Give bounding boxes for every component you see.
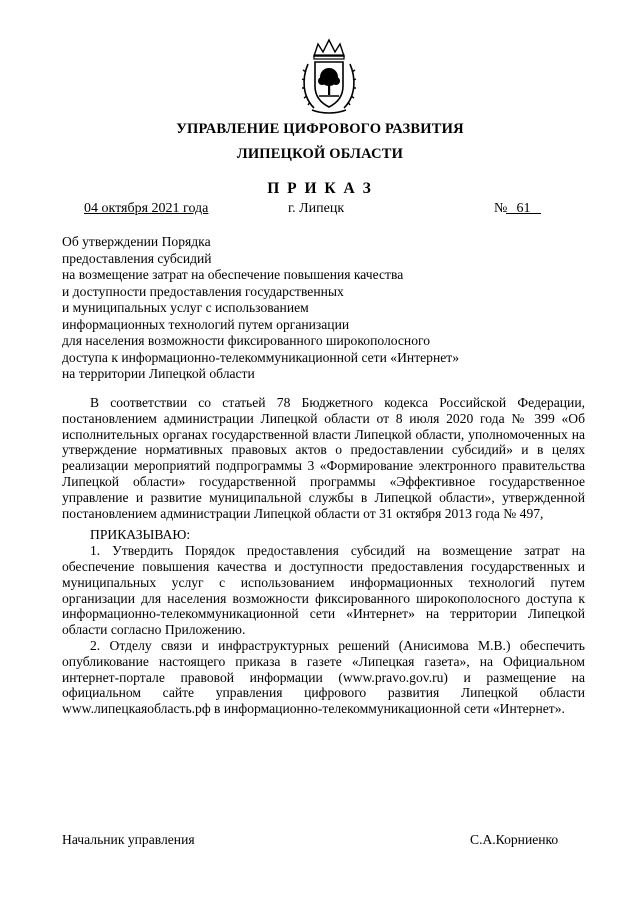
subject-line: и муниципальных услуг с использованием [62, 300, 309, 315]
order-item-1: 1. Утвердить Порядок предоставления субсидий на возмещение затрат на обеспечение повышения качества и доступности предоставления государственных и муниципальных услуг с использованием информационных технологий путем организации для населения возможности фиксированного широкополосного доступа к информационно-телекоммуникационной сети «Интернет» на территории Липецкой области согласно Приложению. [62, 543, 585, 638]
document-body [62, 395, 585, 717]
signatory-name: С.А.Корниенко [470, 832, 559, 847]
signatory-position: Начальник управления [62, 832, 195, 847]
preamble-paragraph: В соответствии со статьей 78 Бюджетного кодекса Российской Федерации, постановлением администрации Липецкой области от 8 июля 2020 года № 399 «Об исполнительных органах государственной власти Липецкой области, уполномоченных на утверждение нормативных правовых актов о предоставлении субсидий» и в целях реализации мероприятий подпрограммы 3 «Формирование электронного правительства Липецкой области» государственной программы «Эффективное государственное управление и развитие муниципальной службы в Липецкой области», утвержденной постановлением администрации Липецкой области от 31 октября 2013 года № 497, [62, 395, 585, 521]
document-type-title: П Р И К А З [267, 180, 373, 197]
organization-name-line1: УПРАВЛЕНИЕ ЦИФРОВОГО РАЗВИТИЯ [176, 121, 464, 137]
subject-line: на возмещение затрат на обеспечение повышения качества [62, 267, 404, 282]
document-subject [62, 234, 562, 383]
subject-line: и доступности предоставления государственных [62, 283, 344, 299]
document-number-label: № [494, 201, 508, 216]
document-city: г. Липецк [288, 201, 345, 216]
subject-line: на территории Липецкой области [62, 366, 255, 381]
document-number: 61 [506, 201, 541, 216]
subject-line: предоставления субсидий [62, 250, 212, 266]
subject-line: Об утверждении Порядка [62, 234, 211, 249]
lipetsk-coat-of-arms-icon [300, 38, 358, 116]
subject-line: для населения возможности фиксированного широкополосного [62, 333, 431, 348]
order-word: ПРИКАЗЫВАЮ: [90, 527, 191, 543]
subject-line: доступа к информационно-телекоммуникационной сети «Интернет» [62, 349, 460, 365]
organization-name-line2: ЛИПЕЦКОЙ ОБЛАСТИ [236, 146, 404, 162]
subject-line: информационных технологий путем организации [62, 316, 350, 332]
order-item-2: 2. Отделу связи и инфраструктурных решений (Анисимова М.В.) обеспечить опубликование настоящего приказа в газете «Липецкая газета», на Официальном интернет-портале правовой информации (www.pravo.gov.ru) и размещение на официальном сайте управления цифрового развития Липецкой области www.липецкаяобласть.рф в информационно-телекоммуникационной сети «Интернет». [62, 637, 585, 717]
document-date: 04 октября 2021 года [84, 201, 209, 216]
